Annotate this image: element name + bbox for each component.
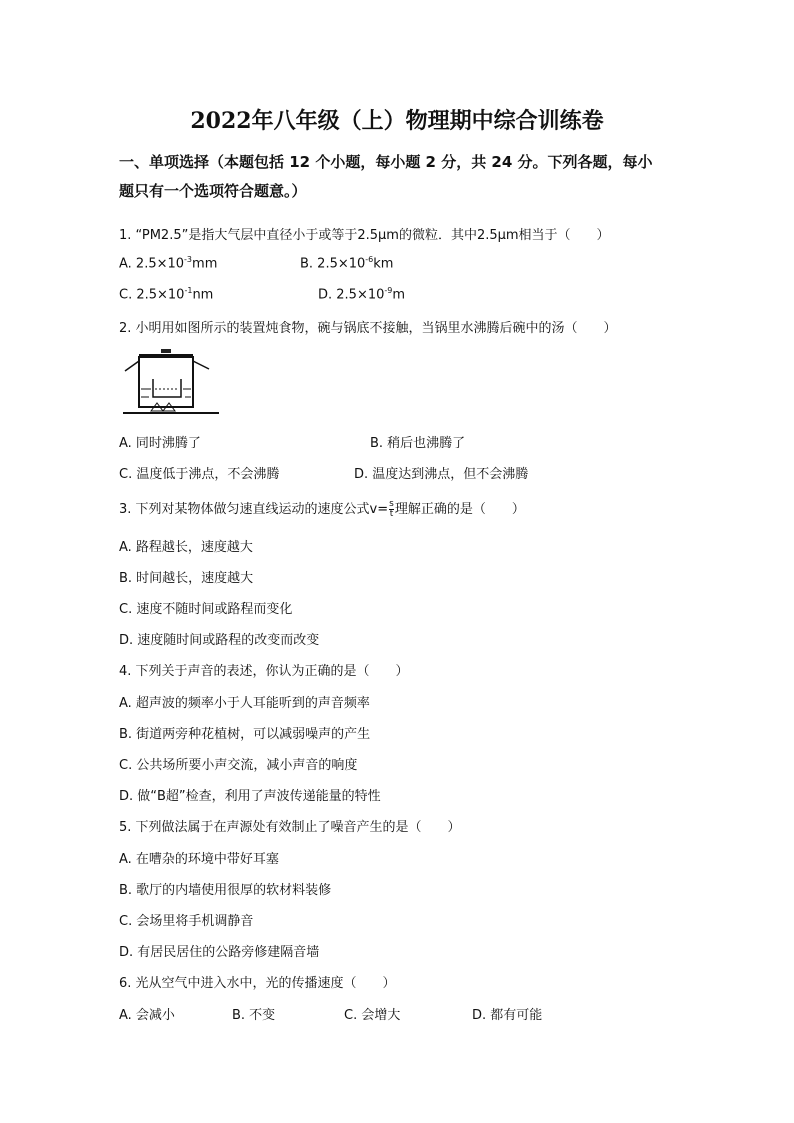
section-heading-line2: 题只有一个选项符合题意。）	[119, 182, 307, 200]
q2-option-b: B. 稍后也沸腾了	[370, 436, 466, 451]
page-title: 2022年八年级（上）物理期中综合训练卷	[190, 108, 604, 134]
q2-stem: 2. 小明用如图所示的装置炖食物，碗与锅底不接触，当锅里水沸腾后碗中的汤（ ）	[119, 321, 617, 336]
q3-option-b: B. 时间越长，速度越大	[119, 571, 254, 586]
q4-option-a: A. 超声波的频率小于人耳能听到的声音频率	[119, 696, 370, 711]
q4-option-b: B. 街道两旁种花植树，可以减弱噪声的产生	[119, 727, 371, 742]
q5-stem: 5. 下列做法属于在声源处有效制止了噪音产生的是（ ）	[119, 820, 461, 835]
q2-option-a: A. 同时沸腾了	[119, 436, 201, 451]
q6-option-a: A. 会减小	[119, 1008, 175, 1023]
q1-option-b: B. $2.5\times 10^{-6}km$	[300, 255, 394, 272]
section-heading-line1: 一、单项选择（本题包括 12 个小题，每小题 2 分，共 24 分。下列各题，每小	[119, 153, 653, 171]
q4-option-d: D. 做“B超”检查，利用了声波传递能量的特性	[119, 789, 381, 804]
q5-option-d: D. 有居民居住的公路旁修建隔音墙	[119, 945, 320, 960]
q5-option-c: C. 会场里将手机调静音	[119, 914, 254, 929]
q6-stem: 6. 光从空气中进入水中，光的传播速度（ ）	[119, 976, 396, 991]
q2-option-d: D. 温度达到沸点，但不会沸腾	[354, 467, 529, 482]
speed-formula-fraction: $\frac{s}{t}$	[389, 499, 394, 519]
q5-option-b: B. 歌厅的内墙使用很厚的软材料装修	[119, 883, 332, 898]
q2-option-c: C. 温度低于沸点，不会沸腾	[119, 467, 280, 482]
q1-option-d: D. $2.5\times 10^{-9}m$	[318, 286, 406, 303]
section-heading	[119, 148, 679, 206]
q3-option-d: D. 速度随时间或路程的改变而改变	[119, 633, 320, 648]
q6-option-d: D. 都有可能	[472, 1008, 543, 1023]
q3-stem: 3. 下列对某物体做匀速直线运动的速度公式v= $\frac{s}{t}$ 理解正确的是（ ）	[119, 499, 525, 519]
q5-option-a: A. 在嘈杂的环境中带好耳塞	[119, 852, 279, 867]
q6-option-b: B. 不变	[232, 1008, 276, 1023]
q4-stem: 4. 下列关于声音的表述，你认为正确的是（ ）	[119, 664, 409, 679]
q1-option-c: C. $2.5\times 10^{-1}nm$	[119, 286, 214, 303]
q1-stem: 1. “PM2.5”是指大气层中直径小于或等于2.5μm的微粒．其中2.5μm相当于（ ）	[119, 228, 610, 243]
q4-option-c: C. 公共场所要小声交流，减小声音的响度	[119, 758, 358, 773]
pot-illustration	[121, 345, 221, 417]
q6-option-c: C. 会增大	[344, 1008, 401, 1023]
q3-option-a: A. 路程越长，速度越大	[119, 540, 253, 555]
q3-option-c: C. 速度不随时间或路程而变化	[119, 602, 293, 617]
cooking-pot-figure	[121, 345, 221, 421]
q1-option-a: A. $2.5\times 10^{-3}mm$	[119, 255, 218, 272]
